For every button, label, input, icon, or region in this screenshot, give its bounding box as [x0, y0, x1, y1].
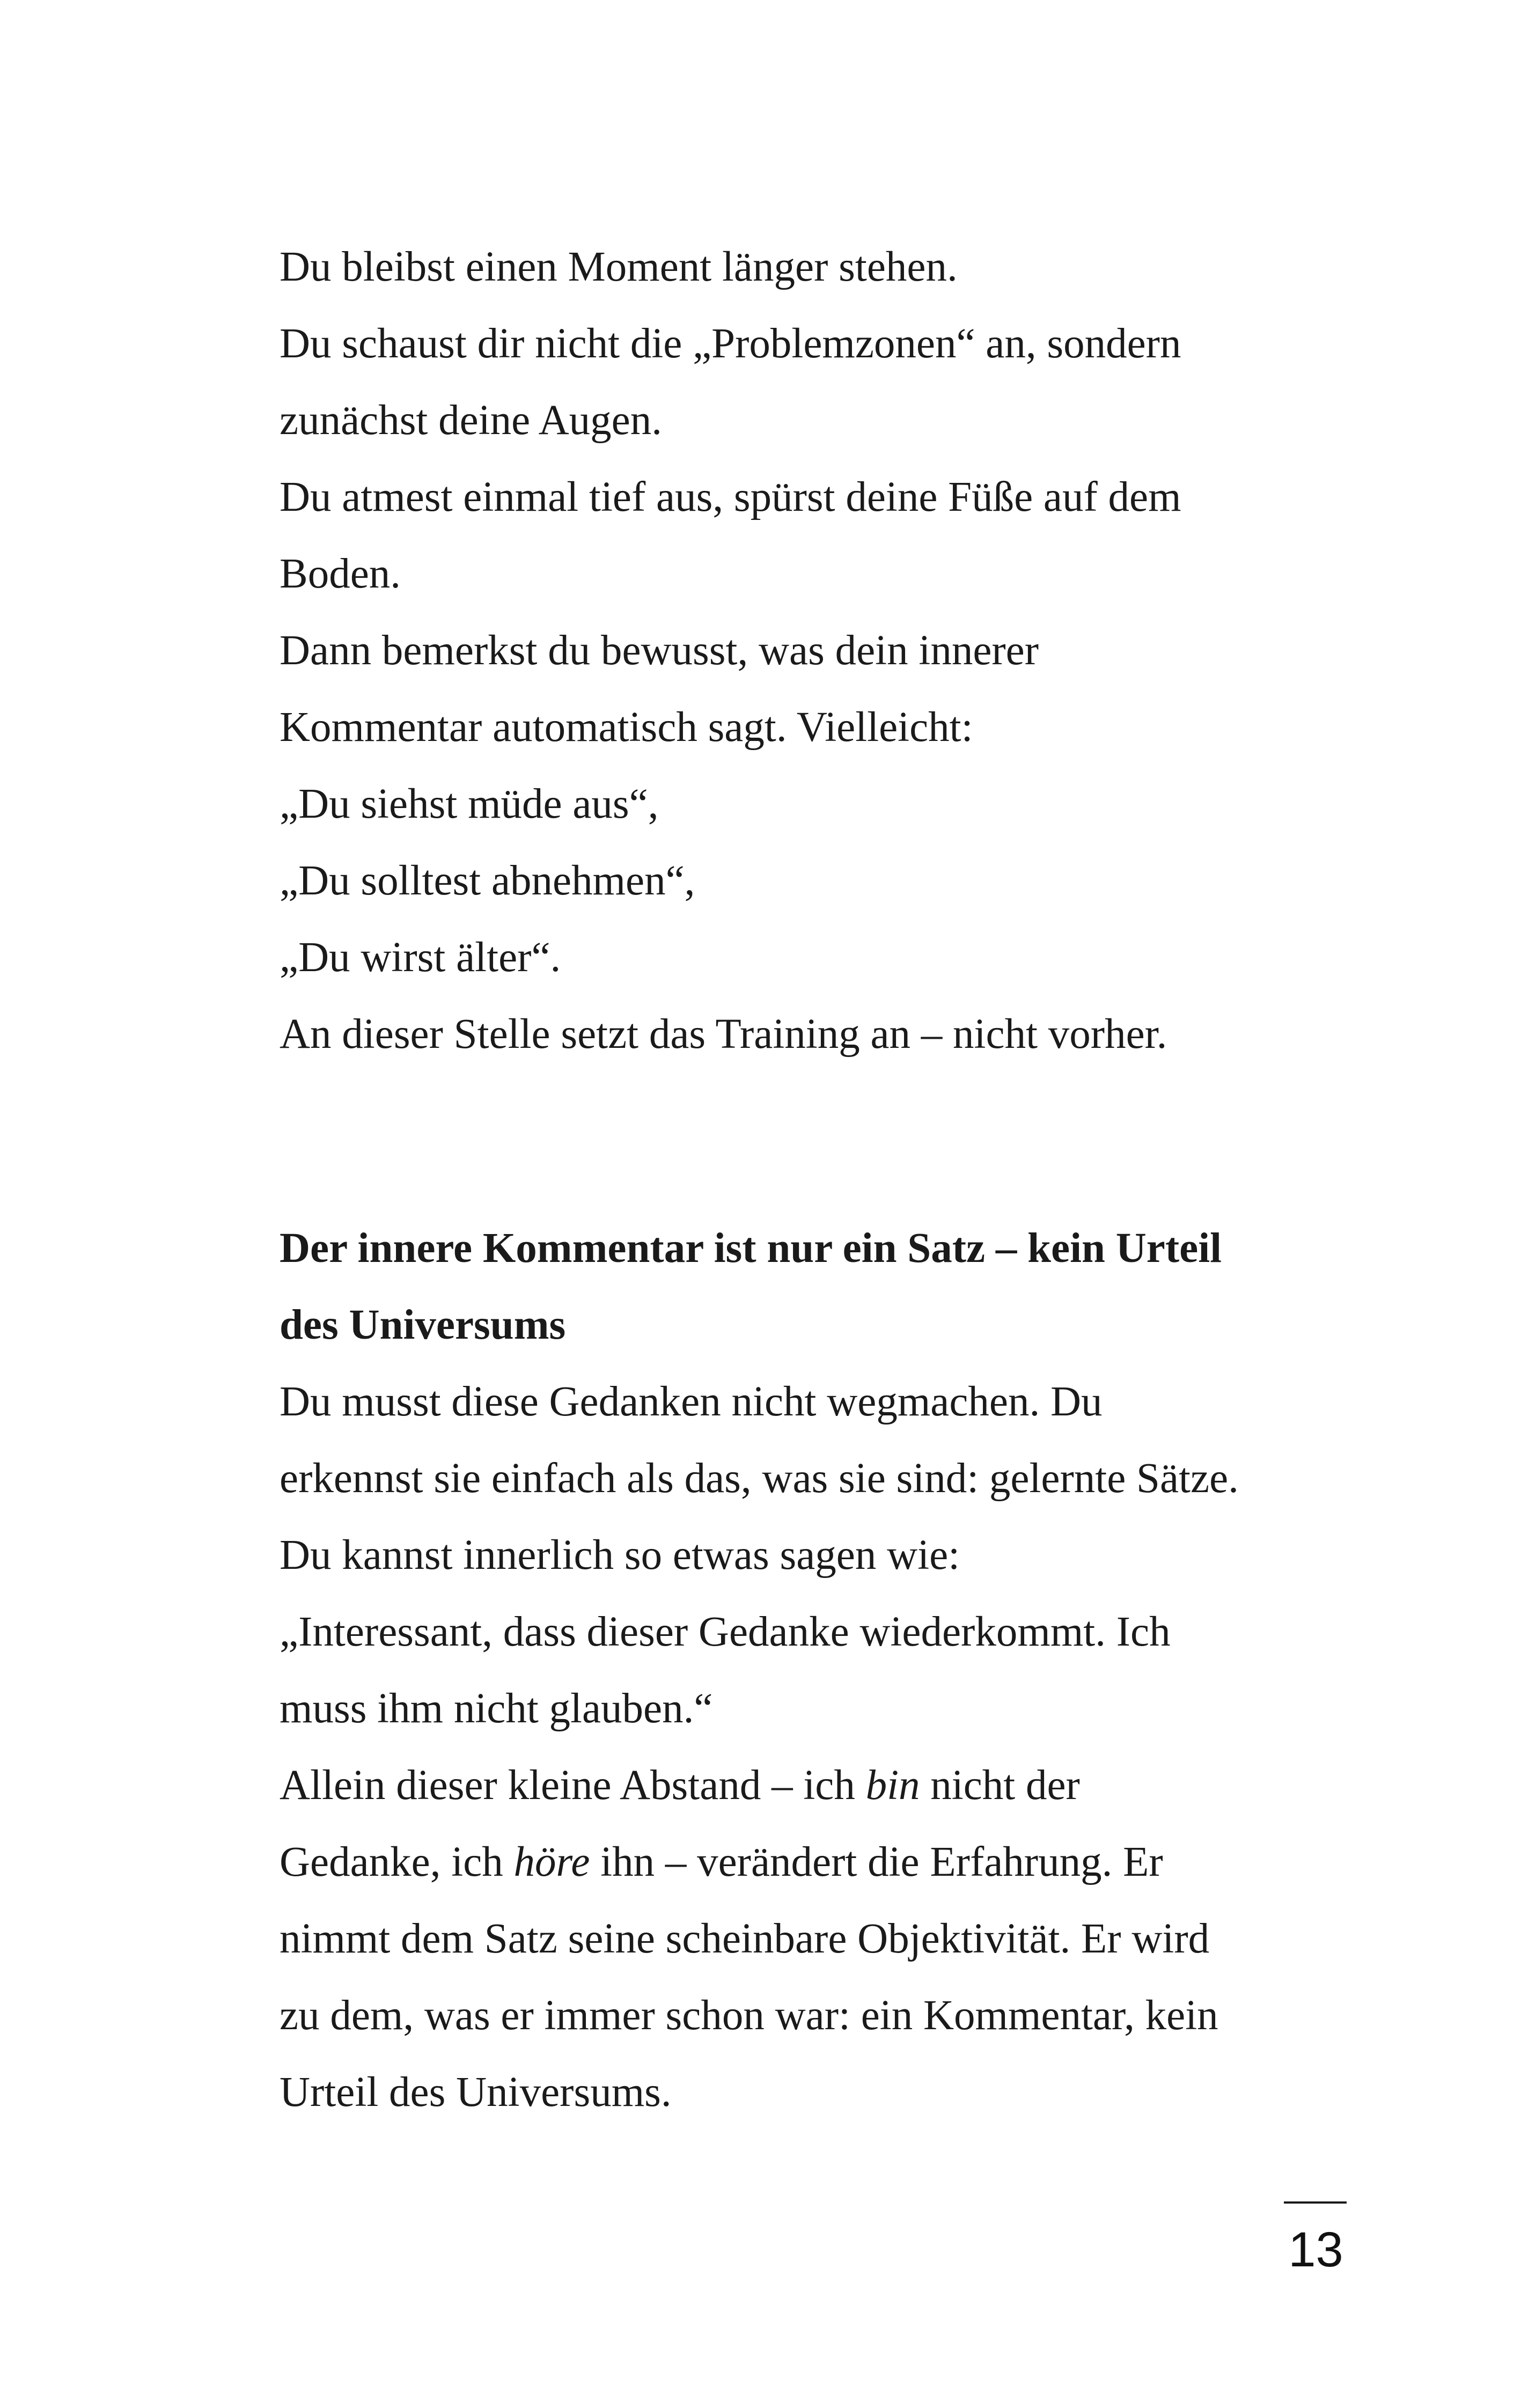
text-line: Dann bemerkst du bewusst, was dein innerer	[280, 627, 1039, 674]
page-number: 13	[1288, 2222, 1343, 2277]
text-line: Du musst diese Gedanken nicht wegmachen. Du	[280, 1378, 1103, 1425]
emphasis-text: bin	[865, 1762, 920, 1809]
text-line	[280, 1824, 1395, 1900]
quote-line: „Du siehst müde aus“,	[280, 781, 659, 827]
quote-line: „Du wirst älter“.	[280, 934, 561, 981]
emphasis-text: höre	[513, 1839, 590, 1885]
footer-rule	[1284, 2201, 1347, 2204]
section-heading: Der innere Kommentar ist nur ein Satz – kein Urteil	[280, 1225, 1222, 1272]
text-line: zunächst deine Augen.	[280, 397, 662, 444]
text-line	[280, 1747, 1395, 1824]
quote-line: „Interessant, dass dieser Gedanke wiederkommt. Ich	[280, 1609, 1171, 1655]
section-heading: des Universums	[280, 1302, 566, 1348]
text-line: Du kannst innerlich so etwas sagen wie:	[280, 1532, 960, 1579]
text-line: Boden.	[280, 550, 401, 597]
text-line: Kommentar automatisch sagt. Vielleicht:	[280, 704, 973, 751]
text-segment: Allein dieser kleine Abstand – ich	[280, 1762, 866, 1809]
text-line: erkennst sie einfach als das, was sie sind: gelernte Sätze.	[280, 1455, 1239, 1502]
text-line: Urteil des Universums.	[280, 2069, 672, 2116]
text-segment: nicht der	[920, 1762, 1080, 1809]
section-inner-commentary	[280, 1210, 1395, 2131]
text-segment: ihn – verändert die Erfahrung. Er	[590, 1839, 1163, 1885]
text-segment: Gedanke, ich	[280, 1839, 514, 1885]
quote-line: „Du solltest abnehmen“,	[280, 857, 695, 904]
text-line: zu dem, was er immer schon war: ein Kommentar, kein	[280, 1992, 1218, 2039]
text-line: Du atmest einmal tief aus, spürst deine Füße auf dem	[280, 474, 1181, 520]
quote-line: muss ihm nicht glauben.“	[280, 1685, 713, 1732]
intro-paragraph	[280, 229, 1395, 1073]
text-line: nimmt dem Satz seine scheinbare Objektivität. Er wird	[280, 1915, 1210, 1962]
text-line: Du schaust dir nicht die „Problemzonen“ an, sondern	[280, 320, 1181, 367]
text-line: Du bleibst einen Moment länger stehen.	[280, 244, 958, 290]
text-line: An dieser Stelle setzt das Training an – nicht vorher.	[280, 1011, 1167, 1058]
